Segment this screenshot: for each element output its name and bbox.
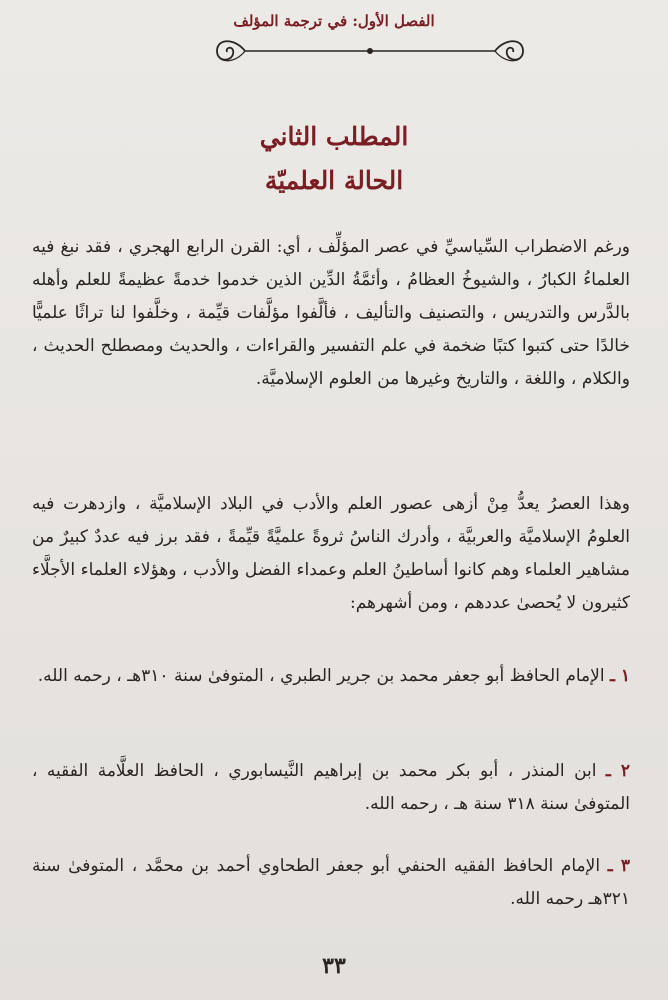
list-item-number: ٢ ـ <box>605 761 630 781</box>
paragraph-1: ورغم الاضطراب السِّياسيِّ في عصر المؤلِّف ، أي: القرن الرابع الهجري ، فقد نبغ فيه العلماءُ الكبارُ ، والشيوخُ العظامُ ، وأئمَّةُ الدِّين الذين خدموا خدمةً عظيمةً للعلم وأهله بالدَّرس والتدريس ، والتصنيف والتأليف ، فألَّفوا مؤلَّفات قيِّمة ، وخلَّفوا لنا تراثًا علميًّا خالدًا حتى كتبوا كتبًا ضخمة في علم التفسير والقراءات ، والحديث ومصطلح الحديث ، والكلام ، واللغة ، والتاريخ وغيرها من العلوم الإسلاميَّة. <box>32 237 630 389</box>
list-item <box>32 850 630 916</box>
section-heading: المطلب الثاني <box>259 122 409 151</box>
ornamental-divider-icon <box>205 34 535 68</box>
list-item-number: ٣ ـ <box>607 856 631 876</box>
page-number: ٣٣ <box>322 953 346 979</box>
running-header: الفصل الأول: في ترجمة المؤلف <box>233 12 435 30</box>
list-item <box>32 755 630 821</box>
list-item-number: ١ ـ <box>609 666 630 686</box>
list-item-text: الإمام الحافظ الفقيه الحنفي أبو جعفر الطحاوي أحمد بن محمَّد ، المتوفىٰ سنة ٣٢١هـ رحمه الله. <box>32 856 630 909</box>
list-item <box>32 660 630 693</box>
list-item-text: الإمام الحافظ أبو جعفر محمد بن جرير الطبري ، المتوفىٰ سنة ٣١٠هـ ، رحمه الله. <box>37 666 605 686</box>
list-item-text: ابن المنذر ، أبو بكر محمد بن إبراهيم النَّيسابوري ، الحافظ العلَّامة الفقيه ، المتوفىٰ سنة ٣١٨ سنة هـ ، رحمه الله. <box>32 761 630 814</box>
section-subtitle: الحالة العلميّة <box>264 166 404 195</box>
paragraph-2: وهذا العصرُ يعدُّ مِنْ أزهى عصور العلم والأدب في البلاد الإسلاميَّة ، وازدهرت فيه العلومُ الإسلاميَّة والعربيَّة ، وأدرك الناسُ ثروةً علميَّةً قيِّمةً ، فقد برز فيه عددٌ كبيرٌ من مشاهير العلماء وهم كانوا أساطينُ العلم وعمداء الفضل والأدب ، وهؤلاء العلماء الأجلَّاء كثيرون لا يُحصىٰ عددهم ، ومن أشهرهم: <box>32 494 630 613</box>
